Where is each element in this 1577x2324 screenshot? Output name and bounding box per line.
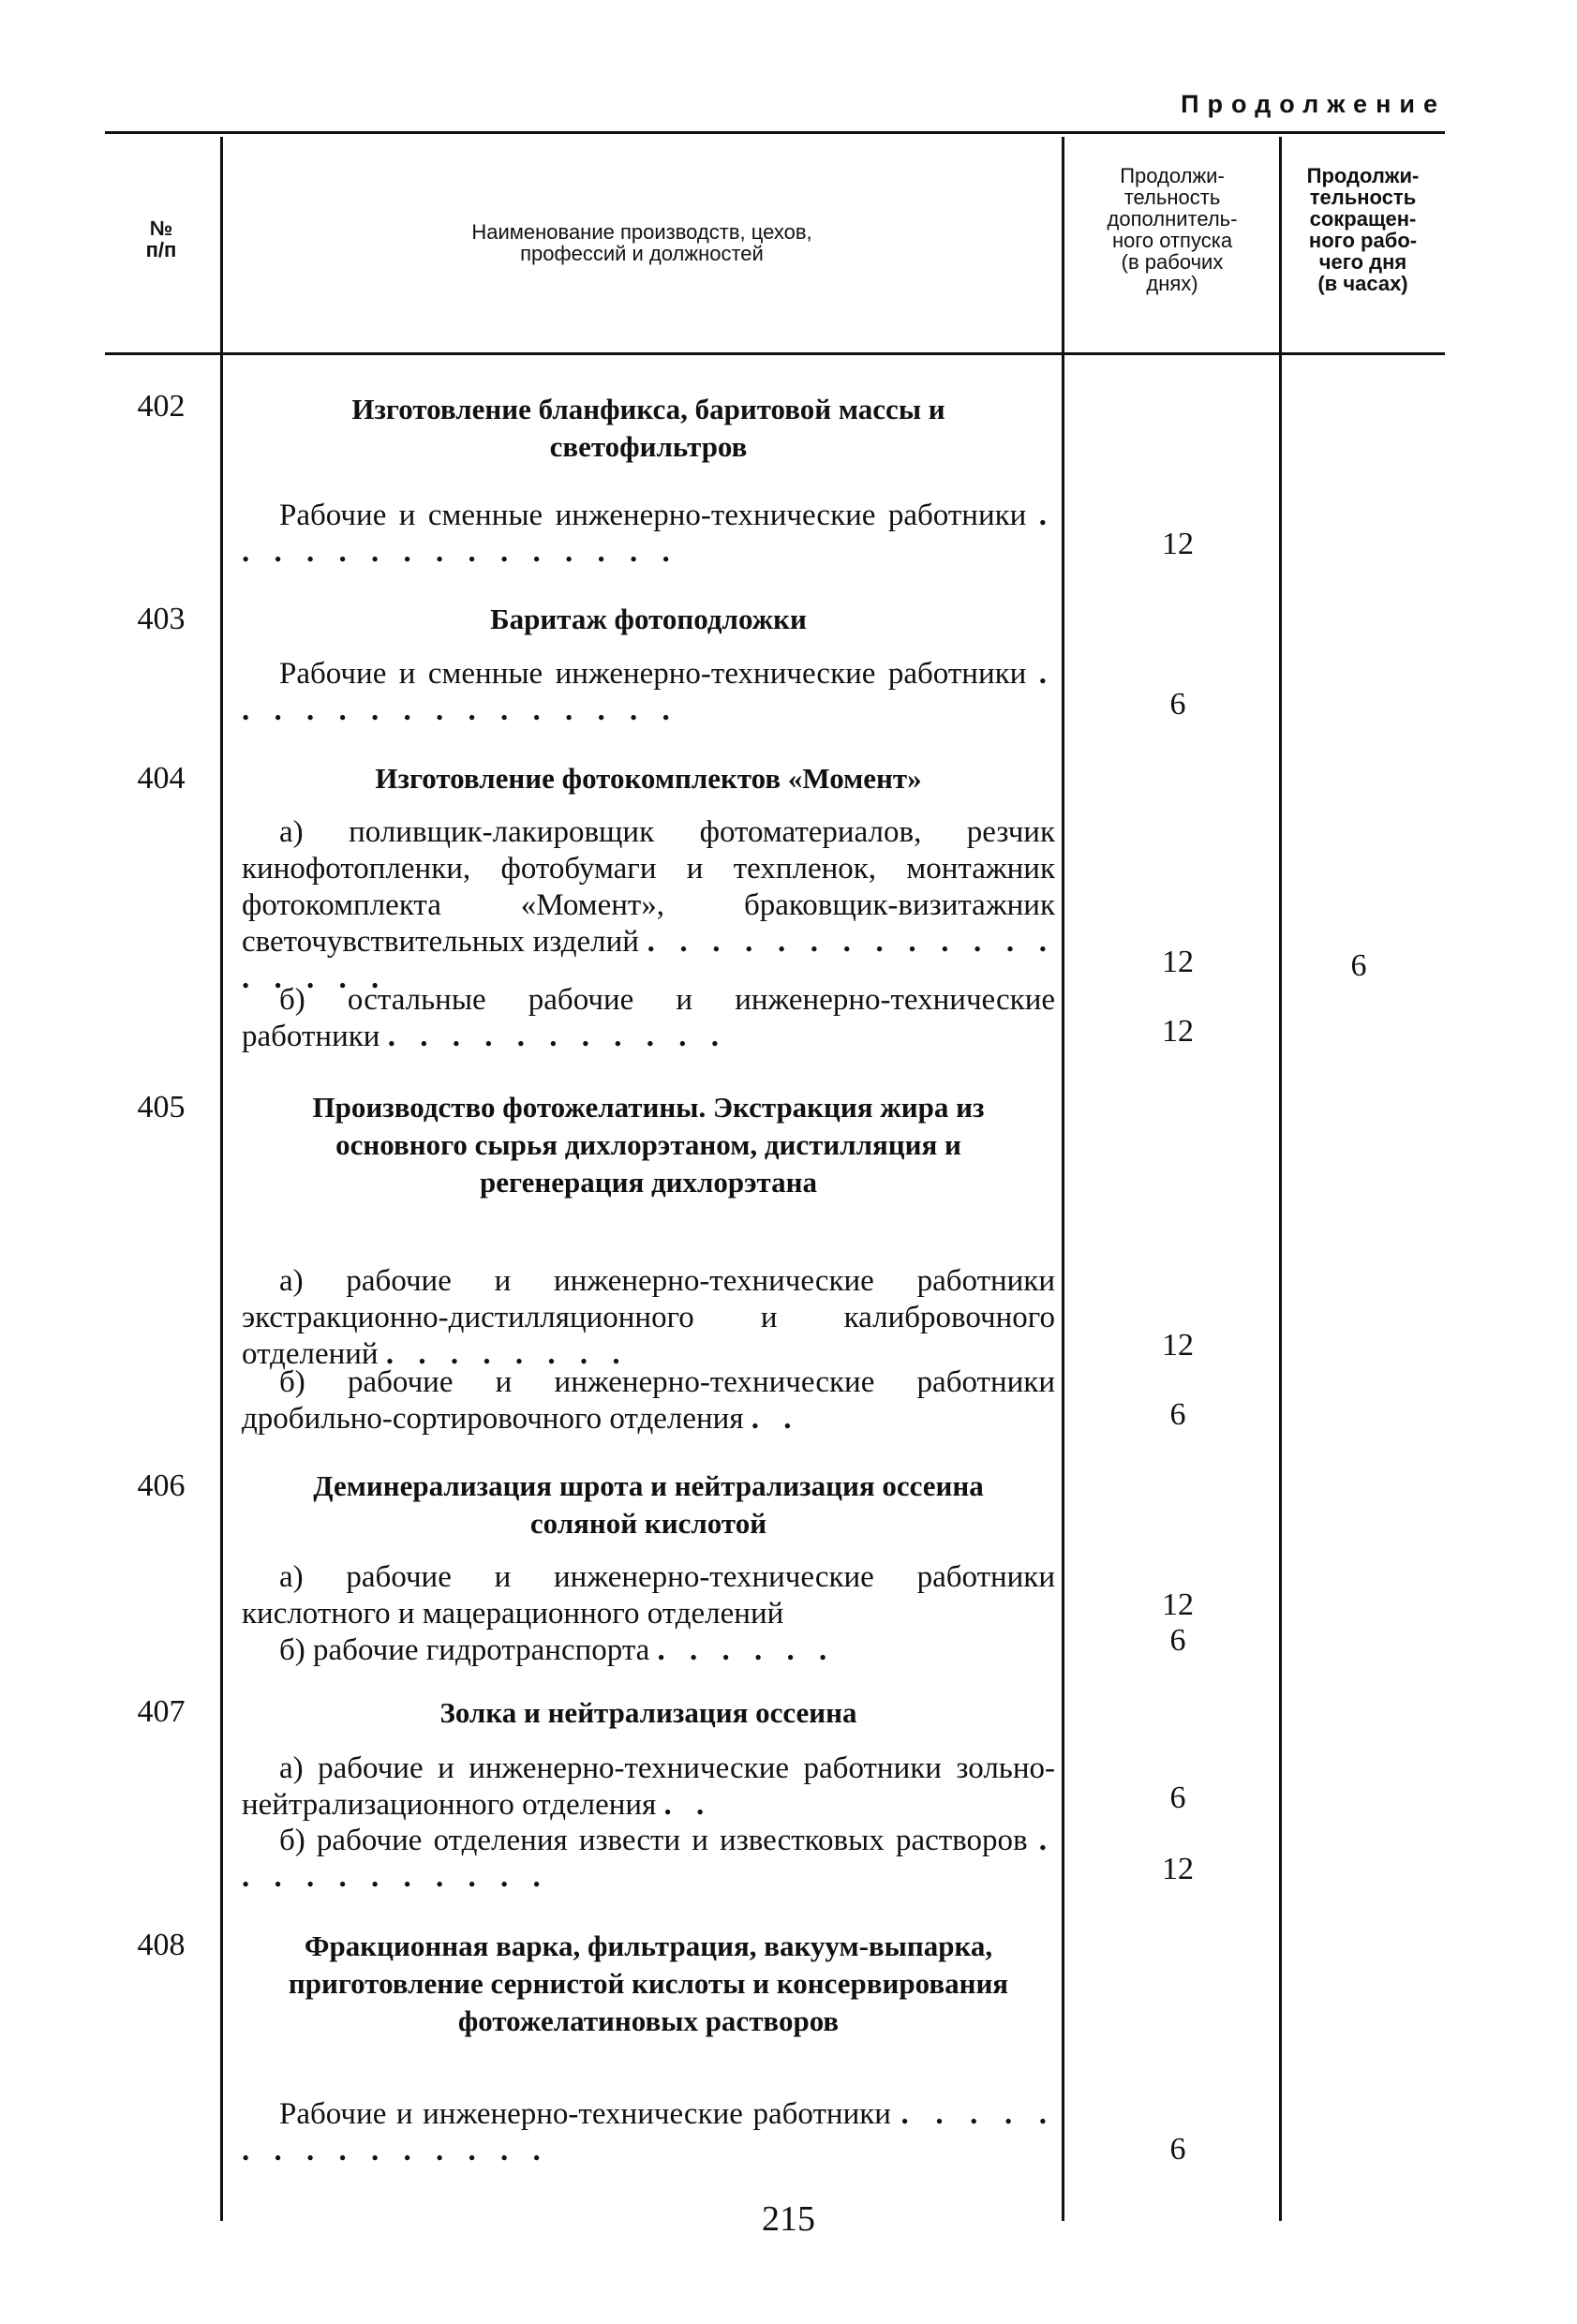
column-divider	[1062, 137, 1064, 2221]
section-title: Изготовление фотокомплектов «Момент»	[375, 762, 922, 795]
item-description: а) рабочие и инженерно-технические работники зольно-нейтрализационного отделения . .	[242, 1751, 1055, 1822]
section-title: Золка и нейтрализация оссеина	[439, 1696, 857, 1729]
section-number: 405	[137, 1090, 186, 1125]
leave-days-value: 12	[1162, 1014, 1194, 1049]
item-description: б) рабочие и инженерно-технические работники дробильно-сортировочного отделения . .	[242, 1365, 1055, 1436]
leave-days-value: 6	[1169, 1780, 1186, 1815]
section-number: 402	[137, 389, 186, 424]
item-description: Рабочие и сменные инженерно-технические работники . . . . . . . . . . . . . . .	[242, 657, 1055, 727]
page-number: 215	[762, 2199, 815, 2239]
header-col-number: № п/п	[145, 216, 177, 261]
leave-days-value: 12	[1162, 1852, 1194, 1886]
header-col-name: Наименование производств, цехов, профессий и должностей	[471, 220, 812, 265]
section-title: Производство фотожелатины. Экстракция жира из основного сырья дихлорэтаном, дистилляция и регенерация дихлорэтана	[312, 1091, 985, 1199]
leave-days-value: 6	[1169, 1623, 1186, 1658]
leave-days-value: 6	[1169, 1397, 1186, 1432]
section-number: 408	[137, 1928, 186, 1962]
leave-days-value: 12	[1162, 945, 1194, 979]
section-title: Фракционная варка, фильтрация, вакуум-выпарка, приготовление сернистой кислоты и консервирования фотожелатиновых растворов	[288, 1929, 1009, 2037]
short-day-value: 6	[1350, 948, 1367, 983]
leave-days-value: 6	[1169, 2132, 1186, 2167]
section-number: 406	[137, 1468, 186, 1503]
leave-days-value: 12	[1162, 527, 1194, 561]
item-description: б) остальные рабочие и инженерно-технические работники . . . . . . . . . . .	[242, 983, 1055, 1053]
column-divider	[1279, 137, 1282, 2221]
section-number: 404	[137, 761, 186, 796]
section-number: 403	[137, 602, 186, 636]
header-bottom-rule	[105, 352, 1445, 355]
section-title: Изготовление бланфикса, баритовой массы и светофильтров	[351, 393, 945, 463]
continuation-label: Продолжение	[1181, 90, 1446, 118]
item-description: б) рабочие гидротранспорта . . . . . .	[279, 1633, 836, 1667]
table-top-rule	[105, 131, 1445, 134]
section-number: 407	[137, 1694, 186, 1729]
leave-days-value: 12	[1162, 1587, 1194, 1622]
item-description: б) рабочие отделения извести и известковых растворов . . . . . . . . . . .	[242, 1824, 1055, 1894]
item-description: а) рабочие и инженерно-технические работники экстракционно-дистилляционного и калибровочного отделений . . . . . . . .	[242, 1264, 1055, 1371]
item-description: Рабочие и инженерно-технические работники . . . . . . . . . . . . . . .	[242, 2097, 1056, 2168]
section-title: Баритаж фотоподложки	[490, 603, 807, 635]
leave-days-value: 12	[1162, 1328, 1194, 1363]
leave-days-value: 6	[1169, 687, 1186, 722]
item-description: Рабочие и сменные инженерно-технические работники . . . . . . . . . . . . . . .	[242, 499, 1055, 569]
item-description: а) поливщик-лакировщик фотоматериалов, резчик кинофотопленки, фотобумаги и техпленок, монтажник фотокомплекта «Момент», браковщик-визитажник светочувствительных изделий . . . . . . . . . . . . . . . . . .	[242, 815, 1056, 995]
column-divider	[220, 137, 223, 2221]
header-col-leave-days: Продолжи- тельность дополнитель- ного отпуска (в рабочих днях)	[1107, 164, 1238, 295]
section-title: Деминерализация шрота и нейтрализация оссеина соляной кислотой	[313, 1469, 984, 1540]
item-description: а) рабочие и инженерно-технические работники кислотного и мацерационного отделений	[242, 1560, 1055, 1631]
header-col-short-hours: Продолжи- тельность сокращен- ного рабо- чего дня (в часах)	[1306, 164, 1420, 295]
